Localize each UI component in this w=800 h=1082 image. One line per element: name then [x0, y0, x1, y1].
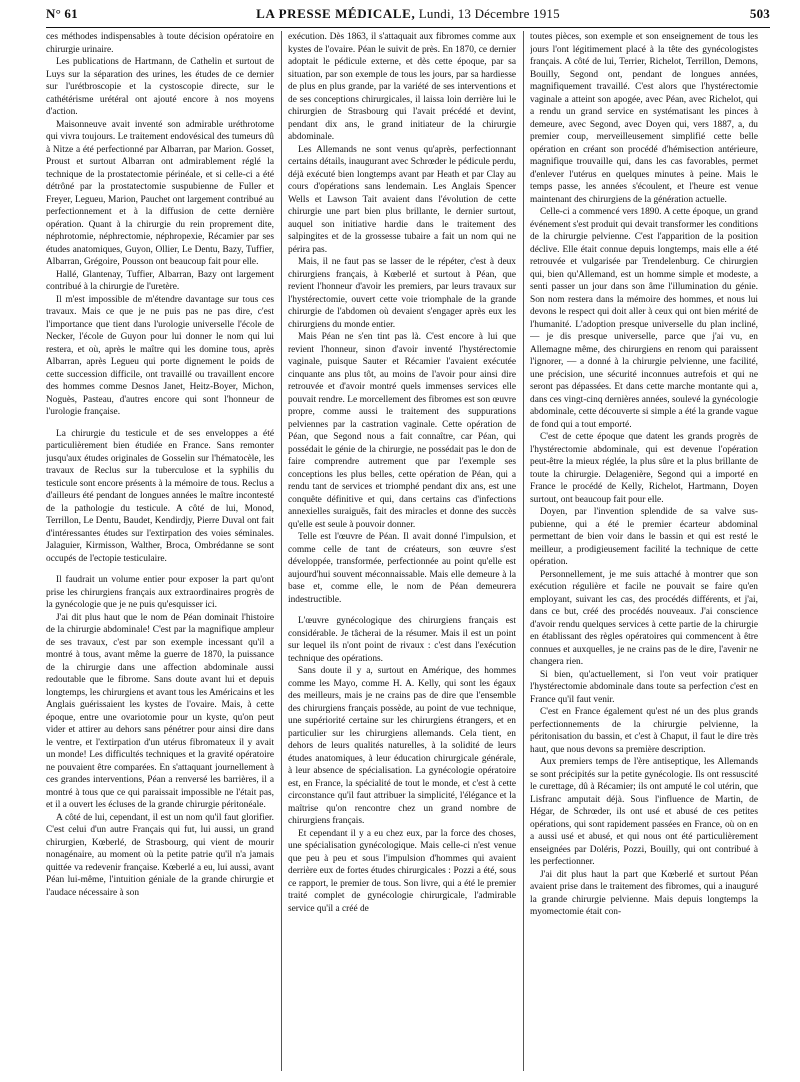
paragraph: exécution. Dès 1863, il s'attaquait aux fibromes comme aux kystes de l'ovaire. Péan le suivit de près. En 1870, ce dernier adoptait le pédicule externe, et dès cette époque, par sa situation, par son exemple de tous les jours, par sa hardiesse de plus en plus grande, par la variété de ses interventions et de ses conceptions chirurgicales, il laissa loin derrière lui le chirurgien de Strasbourg qui l'avait précédé et devint, pendant dix ans, le grand initiateur de la chirurgie abdominale.: [288, 32, 516, 142]
header-rule: [46, 27, 770, 28]
text-column-3: [530, 31, 758, 1077]
paragraph: Aux premiers temps de l'ère antiseptique, les Allemands se sont précipités sur la petite gynécologie. Ils ont ressuscité le curettage, dû à Récamier; ils ont amputé le col utérin, que Lisfranc amputait déjà. Sous l'influence de Martin, de Hégar, de Schrœder, ils ont usé et abusé de ces petites opérations, qui sont rapidement passées en France, où on en a aussi usé et abusé, et qui nous ont été particulièrement enseignées par Doléris, Pozzi, Bouilly, qui ont contribué à les perfectionner.: [530, 757, 758, 867]
paragraph: Personnellement, je me suis attaché à montrer que son exécution régulière et facile ne pouvait se faire qu'en employant, suivant les cas, des procédés différents, et j'ai, dans ce but, créé des procédés nouveaux. J'ai conscience d'avoir rendu quelques services à cette partie de la chirurgie en établissant des règles opératoires qui commencent à être connues et auxquelles, je ne crains pas de le dire, l'avenir ne changera rien.: [530, 569, 758, 667]
paragraph: toutes pièces, son exemple et son enseignement de tous les jours l'ont légitimement placé à la tête des gynécologistes français. A côté de lui, Terrier, Richelot, Terrillon, Demons, Bouilly, Segond ont, pendant de longues années, magnifiquement travaillé. C'est alors que l'hystérectomie vaginale a atteint son apogée, avec Péan, avec Richelot, qui a rendu un grand service en systématisant les pinces à demeure, avec Segond, avec Doyen qui, vers 1887, a, du premier coup, merveilleusement simplifié cette belle opération en créant son procédé d'hémisection antérieure, magnifique trouvaille qui, dans les cas favorables, permet d'enlever l'utérus en quelques minutes à peine. Mais le temps passe, les années s'écoulent, et l'heure est venue maintenant des chirurgiens de la génération actuelle.: [530, 32, 758, 205]
issue-date: Lundi, 13 Décembre 1915: [418, 6, 560, 21]
page-number: 503: [749, 6, 770, 21]
journal-name: LA PRESSE MÉDICALE,: [256, 6, 416, 21]
paragraph: Il faudrait un volume entier pour exposer la part qu'ont prise les chirurgiens français aux extraordinaires progrès de la gynécologie que je ne puis qu'esquisser ici.: [46, 575, 274, 610]
paragraph: Hallé, Glantenay, Tuffier, Albarran, Bazy ont largement contribué à la chirurgie de l'uretère.: [46, 269, 274, 292]
paragraph: L'œuvre gynécologique des chirurgiens français est considérable. Je tâcherai de la résumer. Mais il est un point sur lequel ils n'ont point de rivaux : c'est dans l'exécution technique des opérations.: [288, 616, 516, 664]
issue-number: N° 61: [46, 6, 78, 21]
paragraph: Doyen, par l'invention splendide de sa valve sus-pubienne, qui a été le premier écarteur abdominal permettant de bien voir dans le bassin et qui est resté le meilleur, a prodigieusement facilité la technique de cette opération.: [530, 507, 758, 567]
paragraph: C'est de cette époque que datent les grands progrès de l'hystérectomie abdominale, qui est devenue l'opération peut-être la mieux réglée, la plus sûre et la plus brillante de toute la chirurgie. Delagenière, Segond qui a importé en France le procédé de Kelly, Richelot, Hartmann, Doyen surtout, ont beaucoup fait pour elle.: [530, 432, 758, 505]
paragraph: Sans doute il y a, surtout en Amérique, des hommes comme les Mayo, comme H. A. Kelly, qui sont les égaux des meilleurs, mais je ne crains pas de dire que l'ensemble des chirurgiens français possède, au point de vue technique, une supériorité certaine sur les chirurgiens étrangers, et en particulier sur les chirurgiens allemands. Cela tient, en dehors de leurs qualités naturelles, à la solidité de leurs études anatomiques, à leur éducation chirurgicale générale, à leur absence de spécialisation. La gynécologie opératoire est, en France, la spécialité de tout le monde, et c'est à cette circonstance qu'il faut attribuer la simplicité, l'élégance et la maîtrise qu'on rencontre chez un grand nombre de chirurgiens français.: [288, 666, 516, 826]
paragraph: Les publications de Hartmann, de Cathelin et surtout de Luys sur la séparation des urines, les études de ce dernier sur l'urétbroscopie et la cystoscopie directe, sur le cathétérisme urétéral ont ajouté encore à nos moyens d'action.: [46, 57, 274, 117]
text-column-2: [288, 31, 516, 1077]
page-header: [46, 6, 770, 26]
paragraph: Mais Péan ne s'en tint pas là. C'est encore à lui que revient l'honneur, sinon d'avoir inventé l'hystérectomie vaginale, puisque Sauter et Récamier l'avaient exécutée cinquante ans plus tôt, au moins de l'avoir pour ainsi dire retrouvée et d'avoir montré quels immenses services elle pouvait rendre. Le morcellement des fibromes est son œuvre propre, comme aussi le traitement des suppurations pelviennes par la castration vaginale. Cette opération de Péan, que Segond nous a fait connaître, car Péan, qui possédait le génie de la chirurgie, ne possédait pas le don de faire comprendre autrement que par l'exemple ses conceptions les plus belles, cette opération de Péan, qui a rendu tant de services et triomphé pendant dix ans, est une conquête définitive et qui, dans certains cas d'infections annexielles suraiguës, fait des miracles et donne des succès qu'elle est seule à pouvoir donner.: [288, 332, 516, 530]
paragraph: Il m'est impossible de m'étendre davantage sur tous ces travaux. Mais ce que je ne puis pas ne pas dire, c'est l'importance que tient dans l'urologie universelle l'école de Necker, l'école de Guyon pour lui donner le nom qui lui restera, et où, après le maître qui les domine tous, après Albarran, après Legueu qui porte dignement le poids de cette succession difficile, ont travaillé ou travaillent encore des hommes comme Desnos Janet, Heitz-Boyer, Michon, Noguès, Pasteau, d'autres encore qui sont l'honneur de l'urologie française.: [46, 294, 274, 417]
paragraph: La chirurgie du testicule et de ses enveloppes a été particulièrement bien étudiée en France. Sans remonter jusqu'aux études originales de Gosselin sur l'hématocèle, les travaux de Reclus sur la tuberculose et la syphilis du testicule sont encore présents à la mémoire de tous. Reclus a d'ailleurs été pendant de longues années le maître incontesté de la pathologie du testicule. A côté de lui, Monod, Terrillon, Le Dentu, Baudet, Kendirdjy, Pierre Duval ont fait d'intéressantes études sur l'extirpation des voies séminales. Jalaguier, Kirmisson, Walther, Broca, Ombrédanne se sont occupés de l'ectopie testiculaire.: [46, 428, 274, 564]
paragraph: Celle-ci a commencé vers 1890. A cette époque, un grand événement s'est produit qui devait transformer les conditions de la chirurgie pelvienne. C'est l'apparition de la position déclive. Elle était connue depuis longtemps, mais elle a été retrouvée et vulgarisée par Trendelenburg. Ce chirurgien qui, bien qu'Allemand, est un homme simple et modeste, a senti passer un jour dans son âme l'illumination du génie. Son nom restera dans la mémoire des hommes, et nous lui devons le respect qui doit aller à ceux qui ont bien mérité de l'humanité. L'adoption presque universelle du plan incliné, — je dis presque universelle, parce que j'ai vu, en Allemagne même, des chirurgiens en renom qui paraissent l'ignorer, — a donné à la chirurgie pelvienne, une facilité, une précision, une sécurité inconnues autrefois et qui ne seront pas dépassées. Et dans cette marche montante qui a, dans ces vingt-cinq dernières années, soulevé la gynécologie abdominale, cette découverte si simple a été la grande vague de fond qui a tout emporté.: [530, 207, 758, 430]
paragraph: Si bien, qu'actuellement, si l'on veut voir pratiquer l'hystérectomie abdominale dans toute sa perfection c'est en France qu'il faut venir.: [530, 669, 758, 705]
paragraph: J'ai dit plus haut la part que Kœberlé et surtout Péan avaient prise dans le traitement des fibromes, qui a inauguré la grande chirurgie pelvienne. Mais depuis longtemps la myomectomie était con-: [530, 869, 758, 917]
text-column-1: [46, 31, 274, 1077]
paragraph: Et cependant il y a eu chez eux, par la force des choses, une spécialisation gynécologique. Mais celle-ci n'est venue que peu à peu et sous l'impulsion d'hommes qui avaient derrière eux de fortes études chirurgicales : Pozzi a été, sous ce rapport, le premier de tous. Son livre, qui a été le premier traité complet de gynécologie chirurgicale, l'admirable service qu'il a créé de: [288, 828, 516, 914]
paragraph: A côté de lui, cependant, il est un nom qu'il faut glorifier. C'est celui d'un autre Français qui fut, lui aussi, un grand chirurgien, Kœberlé, de Strasbourg, qui vient de mourir nonagénaire, au moment où la petite patrie qu'il n'a jamais quittée va redevenir française. Kœberlé a eu, lui aussi, avant Péan lui-même, l'intuition géniale de la grande chirurgie et l'audace nécessaire à son: [46, 812, 274, 898]
paragraph: Maisonneuve avait inventé son admirable uréthrotome qui vivra toujours. Le traitement endovésical des tumeurs dû à Nitze a été perfectionné par Albarran, par Marion. Gosset, Proust et surtout Albarran ont admirablement réglé la technique de la prostatectomie périnéale, et si celle-ci a été détrôné par la prostatectomie suspubienne de Fuller et Freyer, Legueu, Marion, Pauchet ont largement contribué au perfectionnement et à la diffusion de cette dernière opération. Quant à la chirurgie du rein proprement dite, néphrotomie, néphrectomie, néphropexie, Récamier par ses études anatomiques, Guyon, Ollier, Le Dentu, Bazy, Tuffier, Albarran, Grégoire, Pousson ont beaucoup fait pour elle.: [46, 119, 274, 267]
paragraph: ces méthodes indispensables à toute décision opératoire en chirurgie urinaire.: [46, 32, 274, 55]
paragraph: Telle est l'œuvre de Péan. Il avait donné l'impulsion, et comme celle de tant de créateurs, son œuvre s'est développée, transformée, perfectionnée au point qu'elle est aujourd'hui souvent méconnaissable. Mais elle demeure à la base et, comme elle, le nom de Péan demeurera indestructible.: [288, 532, 516, 605]
column-divider: [281, 31, 282, 1071]
paragraph: J'ai dit plus haut que le nom de Péan dominait l'histoire de la chirurgie abdominale! C'est par la magnifique ampleur de ses travaux, c'est par son exemple incessant qu'il a montré à tous, avant même la guerre de 1870, la puissance de la chirurgie dans une affection abdominale aussi redoutable que le fibrome. Sans doute avant lui et depuis longtemps, les chirurgiens et avant tous les Américains et les Anglais guérissaient les kystes de l'ovaire. Mais, à cette époque, entre une ovariotomie pour un kyste, qu'on peut vider et attirer au dehors sans pénétrer pour ainsi dire dans le ventre, et l'extirpation d'un utérus fibromateux il y avait un monde! Les difficultés techniques et la gravité opératoire ne pouvaient être comparées. En s'attaquant journellement à ces grandes interventions, Péan a renversé les barrières, il a montré à tous que ce qui paraissait impossible ne l'était pas, et il a ouvert les écluses de la grande chirurgie péritonéale.: [46, 612, 274, 810]
paragraph: Mais, il ne faut pas se lasser de le répéter, c'est à deux chirurgiens français, à Kœberlé et surtout à Péan, que revient l'honneur d'avoir les premiers, par leurs travaux sur l'hystérectomie, ouvert cette voie triomphale de la grande chirurgie de l'abdomen où devaient s'engager après eux les chirurgiens du monde entier.: [288, 257, 516, 330]
column-divider: [523, 31, 524, 1071]
paragraph: C'est en France également qu'est né un des plus grands perfectionnements de la chirurgie pelvienne, la péritonisation du bassin, et c'est à Chaput, il faut le dire très haut, que nous devons sa première description.: [530, 707, 758, 755]
header-title: [46, 6, 770, 22]
paragraph: Les Allemands ne sont venus qu'après, perfectionnant certains détails, inaugurant avec Schrœder le pédicule perdu, déjà exécuté bien longtemps avant par Heath et par Clay au cours d'opérations sans lendemain. Les Anglais Spencer Wells et Lawson Tait avaient dans l'évolution de cette chirurgie une part bien plus brillante, le dernier surtout, auquel son initiative hardie dans le traitement des salpingites et de la grossesse tubaire a fait un nom qui ne périra pas.: [288, 144, 516, 255]
